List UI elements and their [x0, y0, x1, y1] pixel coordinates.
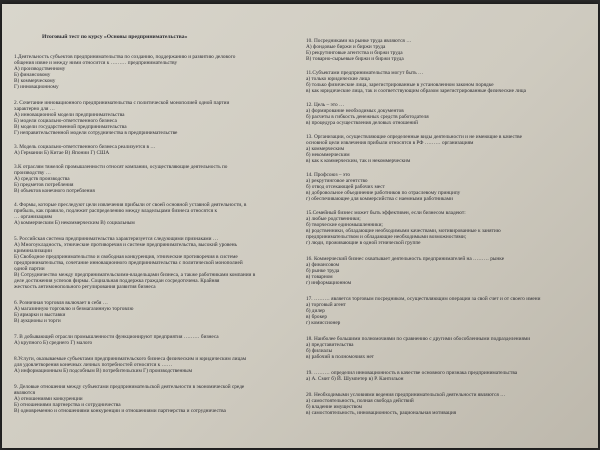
text-line: а) самостоятельность, полная свобода действий [306, 398, 414, 404]
text-line: 8.Услуги, оказываемые субъектами предпринимательского бизнеса физическим и юридическим лицам [14, 356, 247, 362]
text-line: г) информационном [306, 280, 352, 286]
text-line: а) любые родственники; [306, 216, 361, 222]
text-line: а) торговый агент [306, 302, 346, 308]
text-line: а) А. Смит б) Й. Шумпетер в) Р. Кантильон [306, 376, 404, 382]
text-line: жесткость антимонопольного регулирования развития бизнеса [14, 284, 156, 290]
text-line: б) дилер [306, 308, 325, 314]
text-line: В) аукционы и торги [14, 318, 61, 324]
text-line: б) некоммерческим [306, 152, 350, 158]
text-line: 15.Семейный бизнес может быть эффективен, если бизнесом владеют: [306, 210, 466, 216]
text-line: Б) Свободное предпринимательство и свободная конкуренция, этнические противоречия в системе [14, 254, 238, 260]
page-title: Итоговый тест по курсу «Основы предпринимательства» [42, 34, 188, 40]
text-line: б) только физические лица, зарегистрированные в установленном законом порядке [306, 82, 494, 88]
text-line: Б) предметов потребления [14, 182, 74, 188]
text-line: 13. Организации, осуществляющие определенные виды деятельности и не имеющие в качестве [306, 134, 522, 140]
text-line: в) брокер [306, 314, 328, 320]
text-line: А) фондовые биржи и биржи труда [306, 44, 386, 50]
text-line: 9. Деловые отношения между субъектами предпринимательской деятельности в экономической среде [14, 384, 245, 390]
text-line: основной цели извлечения прибыли относятся в РФ ……… организациям [306, 140, 474, 146]
text-line: А) инновационной модели предпринимательства [14, 112, 125, 118]
right-column [300, 4, 598, 448]
text-line: г) комиссионер [306, 320, 341, 326]
text-line: 4. Формы, которые преследуют цели извлечения прибыли от своей основной уставной деятельности, в [14, 202, 247, 208]
text-line: 17. ……… является торговым посредником, осуществляющим операции за свой счет и от своего имени [306, 296, 541, 302]
text-line: 3.К отраслям тяжелой промышленности относят компании, осуществляющие деятельность по [14, 164, 228, 170]
text-line: Б) отношениями партнерства и сотрудничества [14, 402, 121, 408]
text-line: В) объектов конечного потребления [14, 188, 95, 194]
left-column [2, 4, 298, 448]
text-line: 2. Сочетание инновационного предпринимательства с политической монополией одной партии [14, 100, 230, 106]
text-line: одной партии [14, 266, 45, 272]
text-line: В) модели государственной предпринимательства [14, 124, 127, 130]
text-line: А) крупного Б) среднего Г) малого [14, 340, 93, 346]
text-line: А) Многоукладность, этнические противоречия и системе предпринимательства, высокий уровень [14, 242, 237, 248]
text-line: 20. Необходимыми условиями ведения предпринимательской деятельности являются … [306, 392, 506, 398]
text-line: А) отношениями конкуренции [14, 396, 83, 402]
text-line: Г) инновационному [14, 84, 59, 90]
text-line: А) средств производства [14, 176, 70, 182]
text-line: В) одновременно и отношениями конкуренции и отношениями партнерства и сотрудничества [14, 408, 226, 414]
text-line: предпринимательства, сочетание инновационного предпринимательства с политической монополией [14, 260, 243, 266]
text-line: а) рекрутинговое агентство [306, 178, 368, 184]
text-line: А) магазинную торговлю и безмагазинную торговлю [14, 306, 134, 312]
test-sheet [2, 4, 598, 448]
text-line: криминализации [14, 248, 52, 254]
text-line: 18. Наиболее большими полномочиями по сравнению с другими обособленными подразделениями [306, 336, 531, 342]
text-line: 3. Модель социально-ответственного бизнеса реализуется в … [14, 144, 156, 150]
text-line: в) родственники, обладающие необходимыми качествами, мотивированные к занятию [306, 228, 501, 234]
text-line: В) Сотрудничество между предпринимательскими-владельцами бизнеса, а также работниками компании в [14, 272, 256, 278]
text-line: Б) ярмарки и выставки [14, 312, 66, 318]
text-line: Б) финансовому [14, 72, 51, 78]
text-line: 1.Деятельность субъектов предпринимательства по созданию, поддержанию и развитию делового [14, 54, 236, 60]
text-line: Г) неправительственной модели сотрудничества в предпринимательстве [14, 130, 178, 136]
text-line: 12. Цель – это … [306, 102, 345, 108]
text-line: 10. Посредниками на рынке труда являются … [306, 38, 412, 44]
text-line: г) обеспечивающее для коммерсийства с наемными работниками [306, 196, 453, 202]
text-line: 14. Профсоюз – это [306, 172, 351, 178]
text-line: 6. Розничная торговля включает в себя … [14, 300, 108, 306]
text-line: в) товарном [306, 274, 333, 280]
text-line: г) люди, проживающие в одной этнической группе [306, 240, 421, 246]
text-line: для удовлетворения конечных личных потребностей относятся к …… [14, 362, 173, 368]
text-line: в) процедура осуществления деловых отношений [306, 120, 418, 126]
text-line: характерно для … [14, 106, 55, 112]
text-line: А) Германии Б) Китае В) Японии Г) США [14, 150, 110, 156]
text-line: … организациям [14, 214, 53, 220]
text-line: а) формирование необходимых документов [306, 108, 404, 114]
text-line: являются [14, 390, 36, 396]
text-line: б) отвод отсекающей рабочих мест [306, 184, 385, 190]
text-line: в) рабочий в полномочиях нет [306, 354, 374, 360]
text-line: Б) рекрутинговые агентства и биржи труда [306, 50, 403, 56]
text-line: А) информационным Б) подсобным В) потребительским Г) производственным [14, 368, 193, 374]
text-line: а) только юридические лица [306, 76, 370, 82]
text-line: а) представительства [306, 342, 354, 348]
text-line: А) коммерческим Б) некоммерческим В) социальным [14, 220, 135, 226]
text-line: в) самостоятельность, инновационность, рациональная мотивация [306, 410, 457, 416]
text-line: 7. В добывающей отрасли промышленности функционируют предприятия ……… бизнеса [14, 334, 219, 340]
text-line: б) расчеты в гибкость денежных средств работодателя [306, 114, 429, 120]
text-line: производству … [14, 170, 51, 176]
text-line: 11.Субъектами предпринимательства могут быть … [306, 70, 424, 76]
text-line: 16. Коммерческий бизнес охватывает деятельность предпринимателей на ……… рынке [306, 256, 505, 262]
text-line: 5. Российская система предпринимательства характеризуется следующими признаками … [14, 236, 219, 242]
text-line: б) владение имуществом [306, 404, 363, 410]
text-line: деле достижения успехов фирмы. Социальная поддержка граждан сосредоточена. Крайняя [14, 278, 220, 284]
text-line: 19. ……… определил инновационность в качестве основного признака предпринимательства [306, 370, 518, 376]
text-line: прибыль, как правило, подлежит распределению между владельцами бизнеса относятся к [14, 208, 218, 214]
text-line: б) творческие единомышленники; [306, 222, 383, 228]
text-line: б) филиалы [306, 348, 333, 354]
text-line: общения извне и между ними относится к ……… предпринимательству [14, 60, 178, 66]
text-line: в) как к коммерческим, так и некоммерческим [306, 158, 411, 164]
text-line: а) финансовом [306, 262, 340, 268]
text-line: предпринимательством и обладающие необходимыми возможностями; [306, 234, 467, 240]
text-line: в) добровольное объединение работников по отраслевому принципу [306, 190, 461, 196]
text-line: В) коммерческому [14, 78, 56, 84]
text-line: в) как юридические лица, так и соответствующим образом зарегистрированные физические лица [306, 88, 526, 94]
text-line: В) товарно-сырьевые биржи и биржи труда [306, 56, 404, 62]
text-line: А) производственному [14, 66, 66, 72]
text-line: б) рынке труда [306, 268, 340, 274]
text-line: а) коммерческим [306, 146, 345, 152]
text-line: Б) модели социально-ответственного бизнеса [14, 118, 117, 124]
